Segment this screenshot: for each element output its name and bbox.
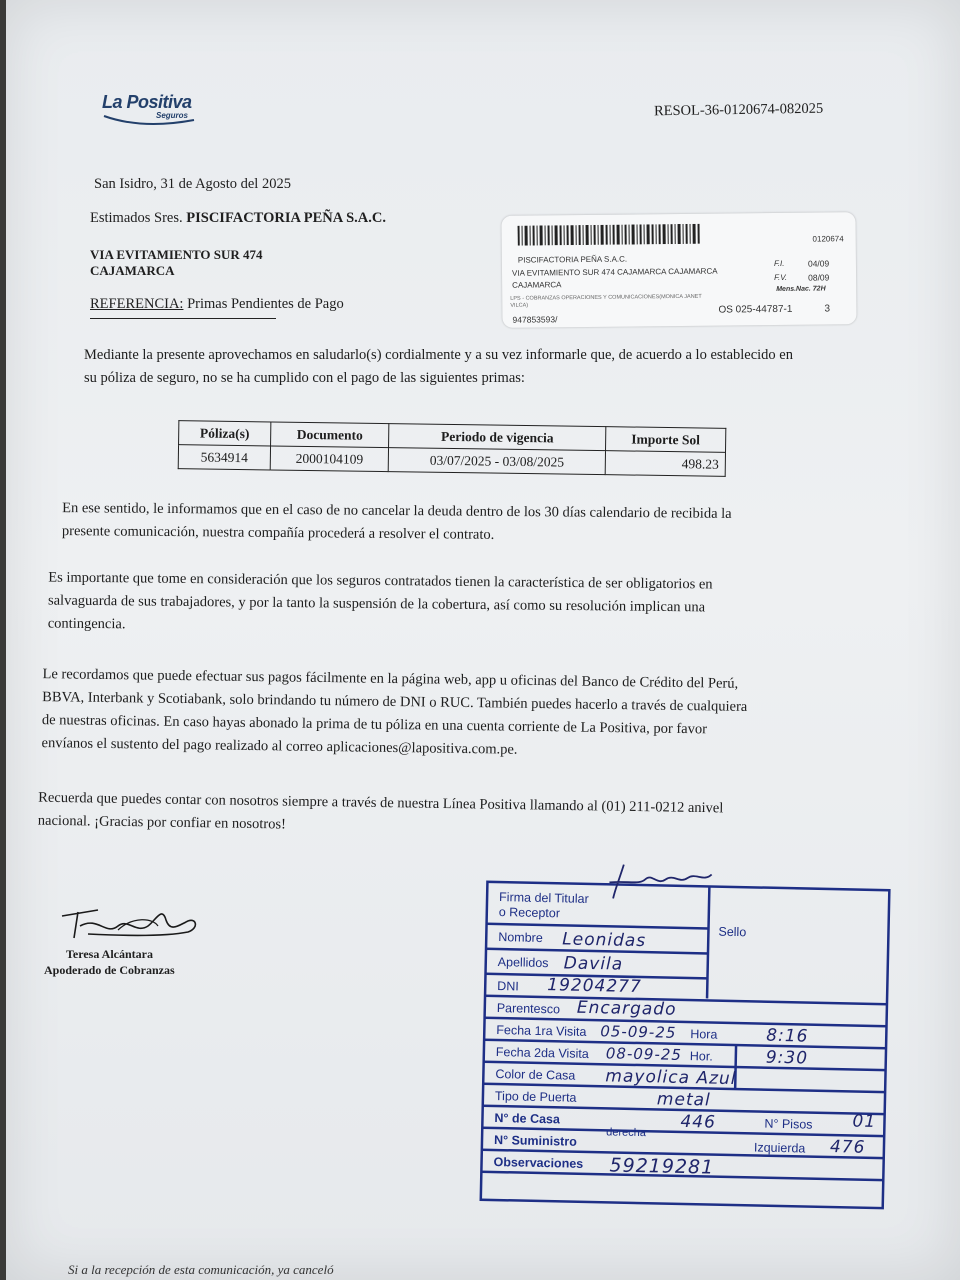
paragraph-line: envíanos el sustento del pago realizado al correo aplicaciones@lapositiva.com.pe. bbox=[41, 735, 518, 758]
signer-name: Teresa Alcántara bbox=[66, 947, 153, 961]
footer-partial: Si a la recepción de esta comunicación, ya canceló bbox=[68, 1262, 334, 1277]
reference bbox=[90, 296, 344, 313]
signer-title: Apoderado de Cobranzas bbox=[44, 963, 175, 977]
label-line-2: VIA EVITAMIENTO SUR 474 CAJAMARCA CAJAMARCA bbox=[511, 266, 718, 278]
label-apellidos: Apellidos bbox=[497, 955, 549, 971]
paragraph-line: Le recordamos que puede efectuar sus pagos fácilmente en la página web, app u oficinas del Banco de Crédito del Perú, bbox=[42, 666, 739, 692]
intro-paragraph bbox=[84, 344, 793, 390]
label-fv-label: F.V. bbox=[774, 272, 788, 283]
handwritten-signature-icon bbox=[599, 854, 720, 907]
reference-label: REFERENCIA: bbox=[90, 296, 184, 312]
label-mens: Mens.Nac. 72H bbox=[776, 285, 826, 293]
label-npisos: N° Pisos bbox=[764, 1116, 813, 1132]
value-fecha2: 08-09-25 bbox=[605, 1044, 683, 1064]
label-hora1: Hora bbox=[690, 1027, 718, 1042]
la-positiva-logo bbox=[102, 92, 212, 136]
paragraph-line: BBVA, Interbank y Scotiabank, solo brindando tu número de DNI o RUC. También puedes hacerlo a través de cualquiera bbox=[42, 689, 748, 715]
cell-periodo: 03/07/2025 - 03/08/2025 bbox=[389, 448, 606, 475]
delivery-label bbox=[501, 212, 856, 328]
label-os-count: 3 bbox=[824, 303, 831, 315]
paragraph-line: salvaguarda de sus trabajadores, y por la tanto la suspensión de la cobertura, así como su resolución implican una bbox=[47, 592, 706, 616]
paragraph-line: En ese sentido, le informamos que en el caso de no cancelar la deuda dentro de los 30 días calendario de recibida la bbox=[62, 500, 732, 522]
company-name: PISCIFACTORIA PEÑA S.A.C. bbox=[186, 210, 386, 226]
label-izquierda: Izquierda bbox=[753, 1140, 806, 1156]
paragraph-line: de nuestras oficinas. En caso hayas abonado la prima de tu póliza en una cuenta corriente de La Positiva, por favor bbox=[41, 712, 708, 738]
header-documento: Documento bbox=[270, 422, 389, 448]
cell-documento: 2000104109 bbox=[270, 446, 389, 472]
barcode-icon bbox=[518, 224, 704, 246]
label-os-label: OS bbox=[718, 304, 733, 316]
value-npisos: 01 bbox=[852, 1111, 877, 1132]
label-puerta: Tipo de Puerta bbox=[494, 1089, 577, 1105]
label-fecha2: Fecha 2da Visita bbox=[495, 1045, 589, 1061]
date-line: San Isidro, 31 de Agosto del 2025 bbox=[94, 176, 291, 192]
label-line-1: PISCIFACTORIA PEÑA S.A.C. bbox=[517, 254, 628, 265]
label-fi-label: F.I. bbox=[773, 258, 785, 269]
intro-line: su póliza de seguro, no se ha cumplido con el pago de las siguientes primas: bbox=[84, 370, 525, 386]
premiums-table bbox=[178, 420, 727, 480]
logo-text: La Positiva bbox=[102, 92, 192, 112]
cell-importe: 498.23 bbox=[605, 451, 725, 477]
label-parentesco: Parentesco bbox=[496, 1001, 561, 1017]
label-nombre: Nombre bbox=[498, 930, 543, 945]
paragraph-line: presente comunicación, nuestra compañía procederá a resolver el contrato. bbox=[61, 523, 495, 543]
header-importe: Importe Sol bbox=[605, 427, 725, 453]
header-periodo: Periodo de vigencia bbox=[389, 424, 606, 451]
address-line-2: CAJAMARCA bbox=[90, 263, 175, 278]
greeting bbox=[90, 210, 386, 227]
paragraph-payment-options bbox=[41, 663, 747, 765]
value-parentesco: Encargado bbox=[576, 997, 677, 1020]
label-fecha1: Fecha 1ra Visita bbox=[496, 1023, 587, 1039]
address-line-1: VIA EVITAMIENTO SUR 474 bbox=[90, 247, 263, 262]
value-apellidos: Davila bbox=[563, 953, 624, 975]
resolution-code: RESOL-36-0120674-082025 bbox=[653, 100, 824, 120]
value-fecha1: 05-09-25 bbox=[600, 1022, 677, 1042]
value-hora1: 8:16 bbox=[766, 1025, 809, 1047]
value-nombre: Leonidas bbox=[562, 929, 647, 952]
logo-subtext: Seguros bbox=[156, 111, 189, 120]
label-line-4: LPS - COBRANZAS OPERACIONES Y COMUNICACIONES(MONICA JANET bbox=[510, 293, 702, 302]
label-hora2: Hor. bbox=[689, 1049, 713, 1064]
letter-sheet bbox=[6, 0, 960, 1280]
label-dni: DNI bbox=[497, 979, 519, 994]
paragraph-cancel-notice bbox=[62, 497, 732, 549]
delivery-form-stamp bbox=[472, 874, 899, 1223]
paragraph-line: contingencia. bbox=[47, 615, 126, 633]
label-derecha: derecha bbox=[606, 1126, 647, 1140]
reference-text: Primas Pendientes de Pago bbox=[187, 296, 344, 312]
label-color: Color de Casa bbox=[495, 1067, 576, 1083]
label-fi-value: 04/09 bbox=[807, 258, 830, 269]
signature-icon bbox=[58, 896, 208, 946]
paragraph-line: nacional. ¡Gracias por confiar en nosotros! bbox=[37, 812, 286, 833]
label-os bbox=[718, 304, 792, 316]
greeting-prefix: Estimados Sres. bbox=[90, 210, 183, 226]
cell-poliza: 5634914 bbox=[178, 445, 270, 470]
paragraph-importance bbox=[48, 567, 713, 643]
reference-underline bbox=[90, 318, 276, 319]
label-os-value: 025-44787-1 bbox=[735, 303, 793, 316]
value-derecha: 446 bbox=[680, 1111, 717, 1133]
label-code: 0120674 bbox=[812, 234, 844, 244]
header-poliza: Póliza(s) bbox=[179, 421, 271, 446]
paragraph-line: Recuerda que puedes contar con nosotros siempre a través de nuestra Línea Positiva llamando al (01) 211-0212 anivel bbox=[38, 789, 724, 817]
value-color: mayolica Azul bbox=[605, 1066, 737, 1090]
paragraph-contact bbox=[38, 787, 724, 844]
label-sello: Sello bbox=[718, 924, 747, 940]
value-hora2: 9:30 bbox=[765, 1047, 809, 1069]
label-suministro: N° Suministro bbox=[493, 1133, 577, 1149]
label-line-3: CAJAMARCA bbox=[512, 280, 562, 290]
label-ncasa: N° de Casa bbox=[494, 1111, 561, 1127]
label-observaciones: Observaciones bbox=[493, 1154, 584, 1171]
label-fv-value: 08/09 bbox=[808, 272, 830, 283]
label-phone: 947853593/ bbox=[512, 314, 558, 325]
value-dni: 19204277 bbox=[547, 975, 643, 998]
label-receptor: o Receptor bbox=[498, 905, 561, 921]
value-suministro: 59219281 bbox=[609, 1154, 715, 1179]
intro-line: Mediante la presente aprovechamos en saludarlo(s) cordialmente y a su vez informarle que, de acuerdo a lo establecido en bbox=[84, 347, 793, 363]
label-line-5: VILCA) bbox=[510, 302, 529, 309]
value-izquierda: 476 bbox=[829, 1137, 866, 1158]
label-firma: Firma del Titular bbox=[498, 890, 589, 906]
paragraph-line: Es importante que tome en consideración que los seguros contratados tienen la característica de ser obligatorios en bbox=[48, 569, 713, 593]
value-puerta: metal bbox=[656, 1089, 711, 1111]
